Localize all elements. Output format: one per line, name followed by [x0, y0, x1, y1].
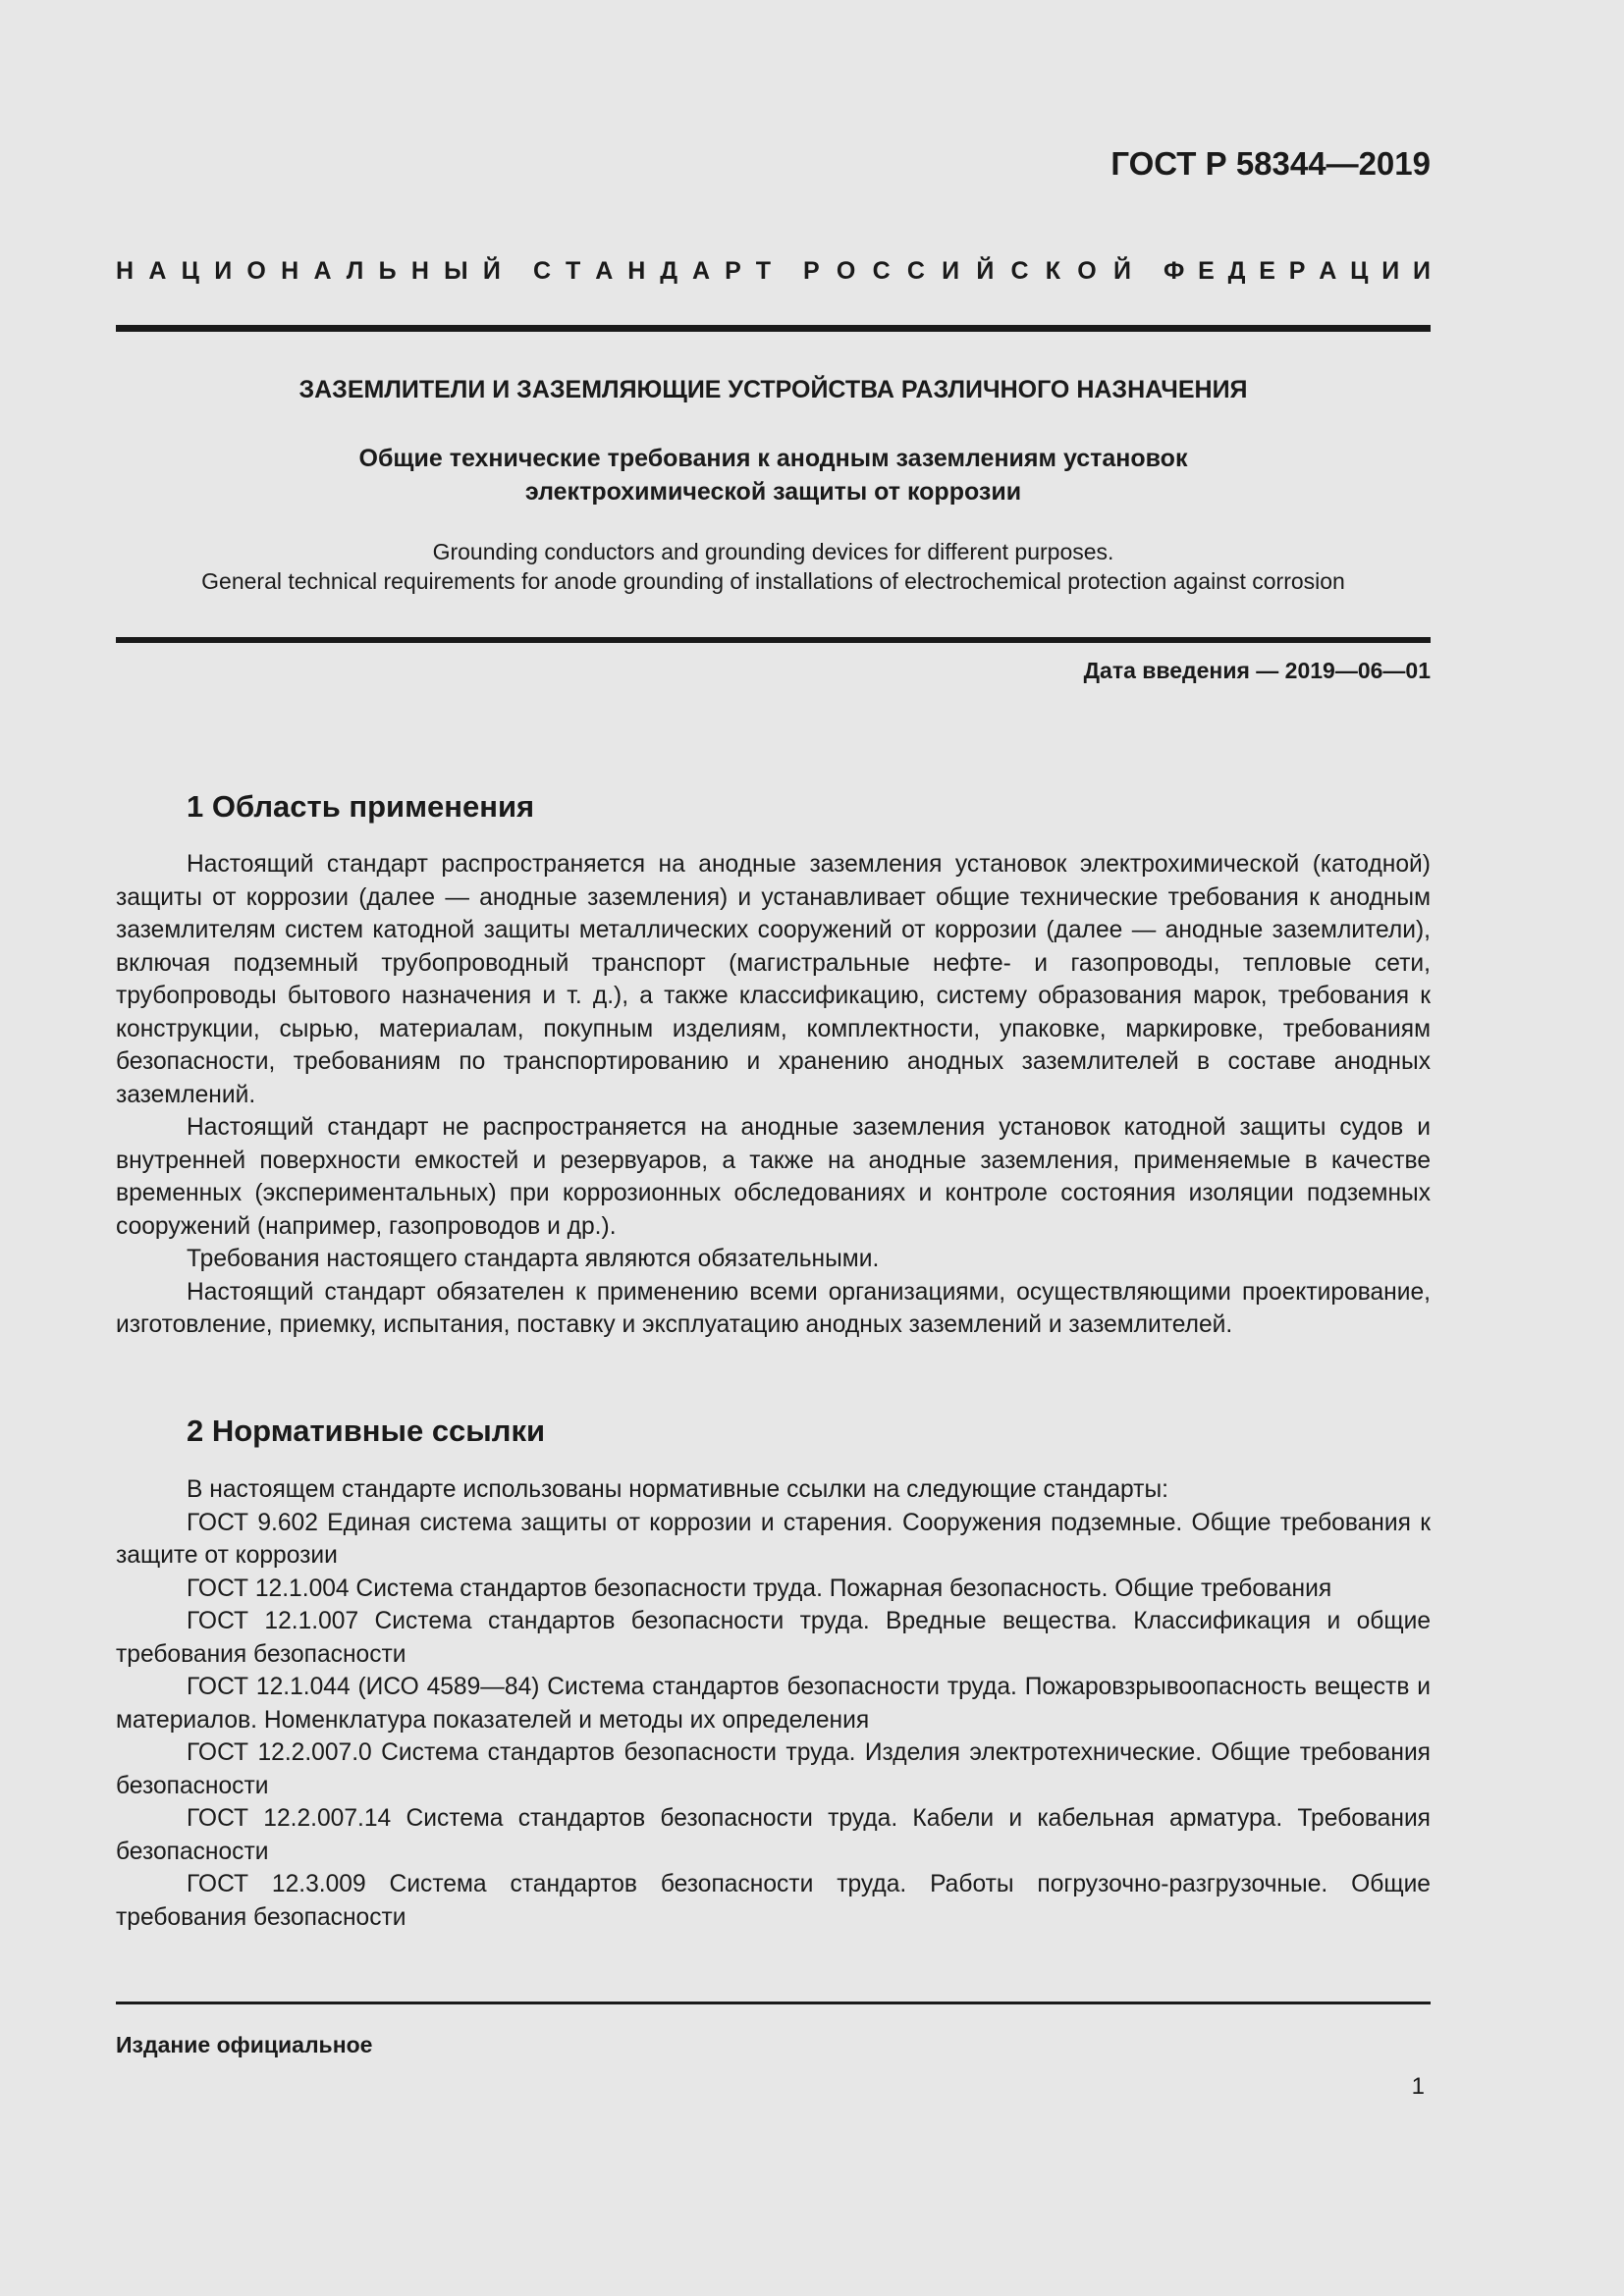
document-subtitle — [116, 442, 1431, 508]
section-body-normative-references — [116, 1473, 1431, 1934]
document-page — [116, 0, 1431, 2296]
reference-item: ГОСТ 12.2.007.14 Система стандартов безопасности труда. Кабели и кабельная арматура. Требования безопасности — [116, 1805, 1431, 1865]
banner-word: Н А Ц И О Н А Л Ь Н Ы Й — [116, 257, 501, 285]
section-body-scope — [116, 848, 1431, 1342]
banner-word: С Т А Н Д А Р Т — [533, 257, 771, 285]
subtitle-line: электрохимической защиты от коррозии — [524, 478, 1022, 506]
title-rule — [116, 637, 1431, 643]
banner-word: Ф Е Д Е Р А Ц И И — [1164, 257, 1431, 285]
reference-item: ГОСТ 9.602 Единая система защиты от коррозии и старения. Сооружения подземные. Общие требования к защите от коррозии — [116, 1509, 1431, 1569]
official-edition-label: Издание официальное — [116, 2032, 373, 2057]
reference-item: ГОСТ 12.1.004 Система стандартов безопасности труда. Пожарная безопасность. Общие требования — [187, 1575, 1332, 1602]
paragraph: Требования настоящего стандарта являются обязательными. — [187, 1246, 880, 1272]
reference-item: ГОСТ 12.1.044 (ИСО 4589—84) Система стандартов безопасности труда. Пожаровзрывоопасность веществ и материалов. Номенклатура показателей и методы их определения — [116, 1674, 1431, 1734]
english-title-line: General technical requirements for anode grounding of installations of electrochemical protection against corrosion — [201, 568, 1345, 594]
introduction-date: Дата введения — 2019—06—01 — [1083, 658, 1431, 683]
subtitle-line: Общие технические требования к анодным заземлениям установок — [358, 445, 1188, 472]
reference-item: ГОСТ 12.2.007.0 Система стандартов безопасности труда. Изделия электротехнические. Общие требования безопасности — [116, 1739, 1431, 1799]
footer-rule — [116, 2002, 1431, 2004]
section-heading-normative-references: 2 Нормативные ссылки — [187, 1414, 546, 1448]
national-standard-banner — [116, 257, 1431, 286]
section-heading-scope: 1 Область применения — [187, 789, 535, 824]
reference-item: ГОСТ 12.3.009 Система стандартов безопасности труда. Работы погрузочно-разгрузочные. Общие требования безопасности — [116, 1871, 1431, 1931]
header-rule — [116, 325, 1431, 332]
paragraph: Настоящий стандарт распространяется на анодные заземления установок электрохимической (катодной) защиты от коррозии (далее — анодные заземления) и устанавливает общие технические требования к анодным заземлителям систем катодной защиты металлических сооружений от коррозии (далее — анодные заземлители), включая подземный трубопроводный транспорт (магистральные нефте- и газопроводы, тепловые сети, трубопроводы бытового назначения и т. д.), а также классификацию, систему образования марок, требования к конструкции, сырью, материалам, покупным изделиям, комплектности, упаковке, маркировке, требованиям безопасности, требованиям по транспортированию и хранению анодных заземлителей в составе анодных заземлений. — [116, 851, 1431, 1108]
banner-word: Р О С С И Й С К О Й — [803, 257, 1131, 285]
english-title-line: Grounding conductors and grounding devices for different purposes. — [432, 539, 1114, 564]
page-number: 1 — [1411, 2073, 1425, 2100]
paragraph: Настоящий стандарт обязателен к применению всеми организациями, осуществляющими проектирование, изготовление, приемку, испытания, поставку и эксплуатацию анодных заземлений и заземлителей. — [116, 1278, 1431, 1338]
paragraph: В настоящем стандарте использованы нормативные ссылки на следующие стандарты: — [187, 1476, 1168, 1503]
english-title — [116, 537, 1431, 596]
paragraph: Настоящий стандарт не распространяется на анодные заземления установок катодной защиты судов и внутренней поверхности емкостей и резервуаров, а также на анодные заземления, применяемые в качестве временных (экспериментальных) при коррозионных обследованиях и контроле состояния изоляции подземных сооружений (например, газопроводов и др.). — [116, 1114, 1431, 1240]
reference-item: ГОСТ 12.1.007 Система стандартов безопасности труда. Вредные вещества. Классификация и общие требования безопасности — [116, 1608, 1431, 1668]
document-title: ЗАЗЕМЛИТЕЛИ И ЗАЗЕМЛЯЮЩИЕ УСТРОЙСТВА РАЗЛИЧНОГО НАЗНАЧЕНИЯ — [298, 376, 1248, 403]
standard-number: ГОСТ Р 58344—2019 — [1110, 145, 1431, 182]
